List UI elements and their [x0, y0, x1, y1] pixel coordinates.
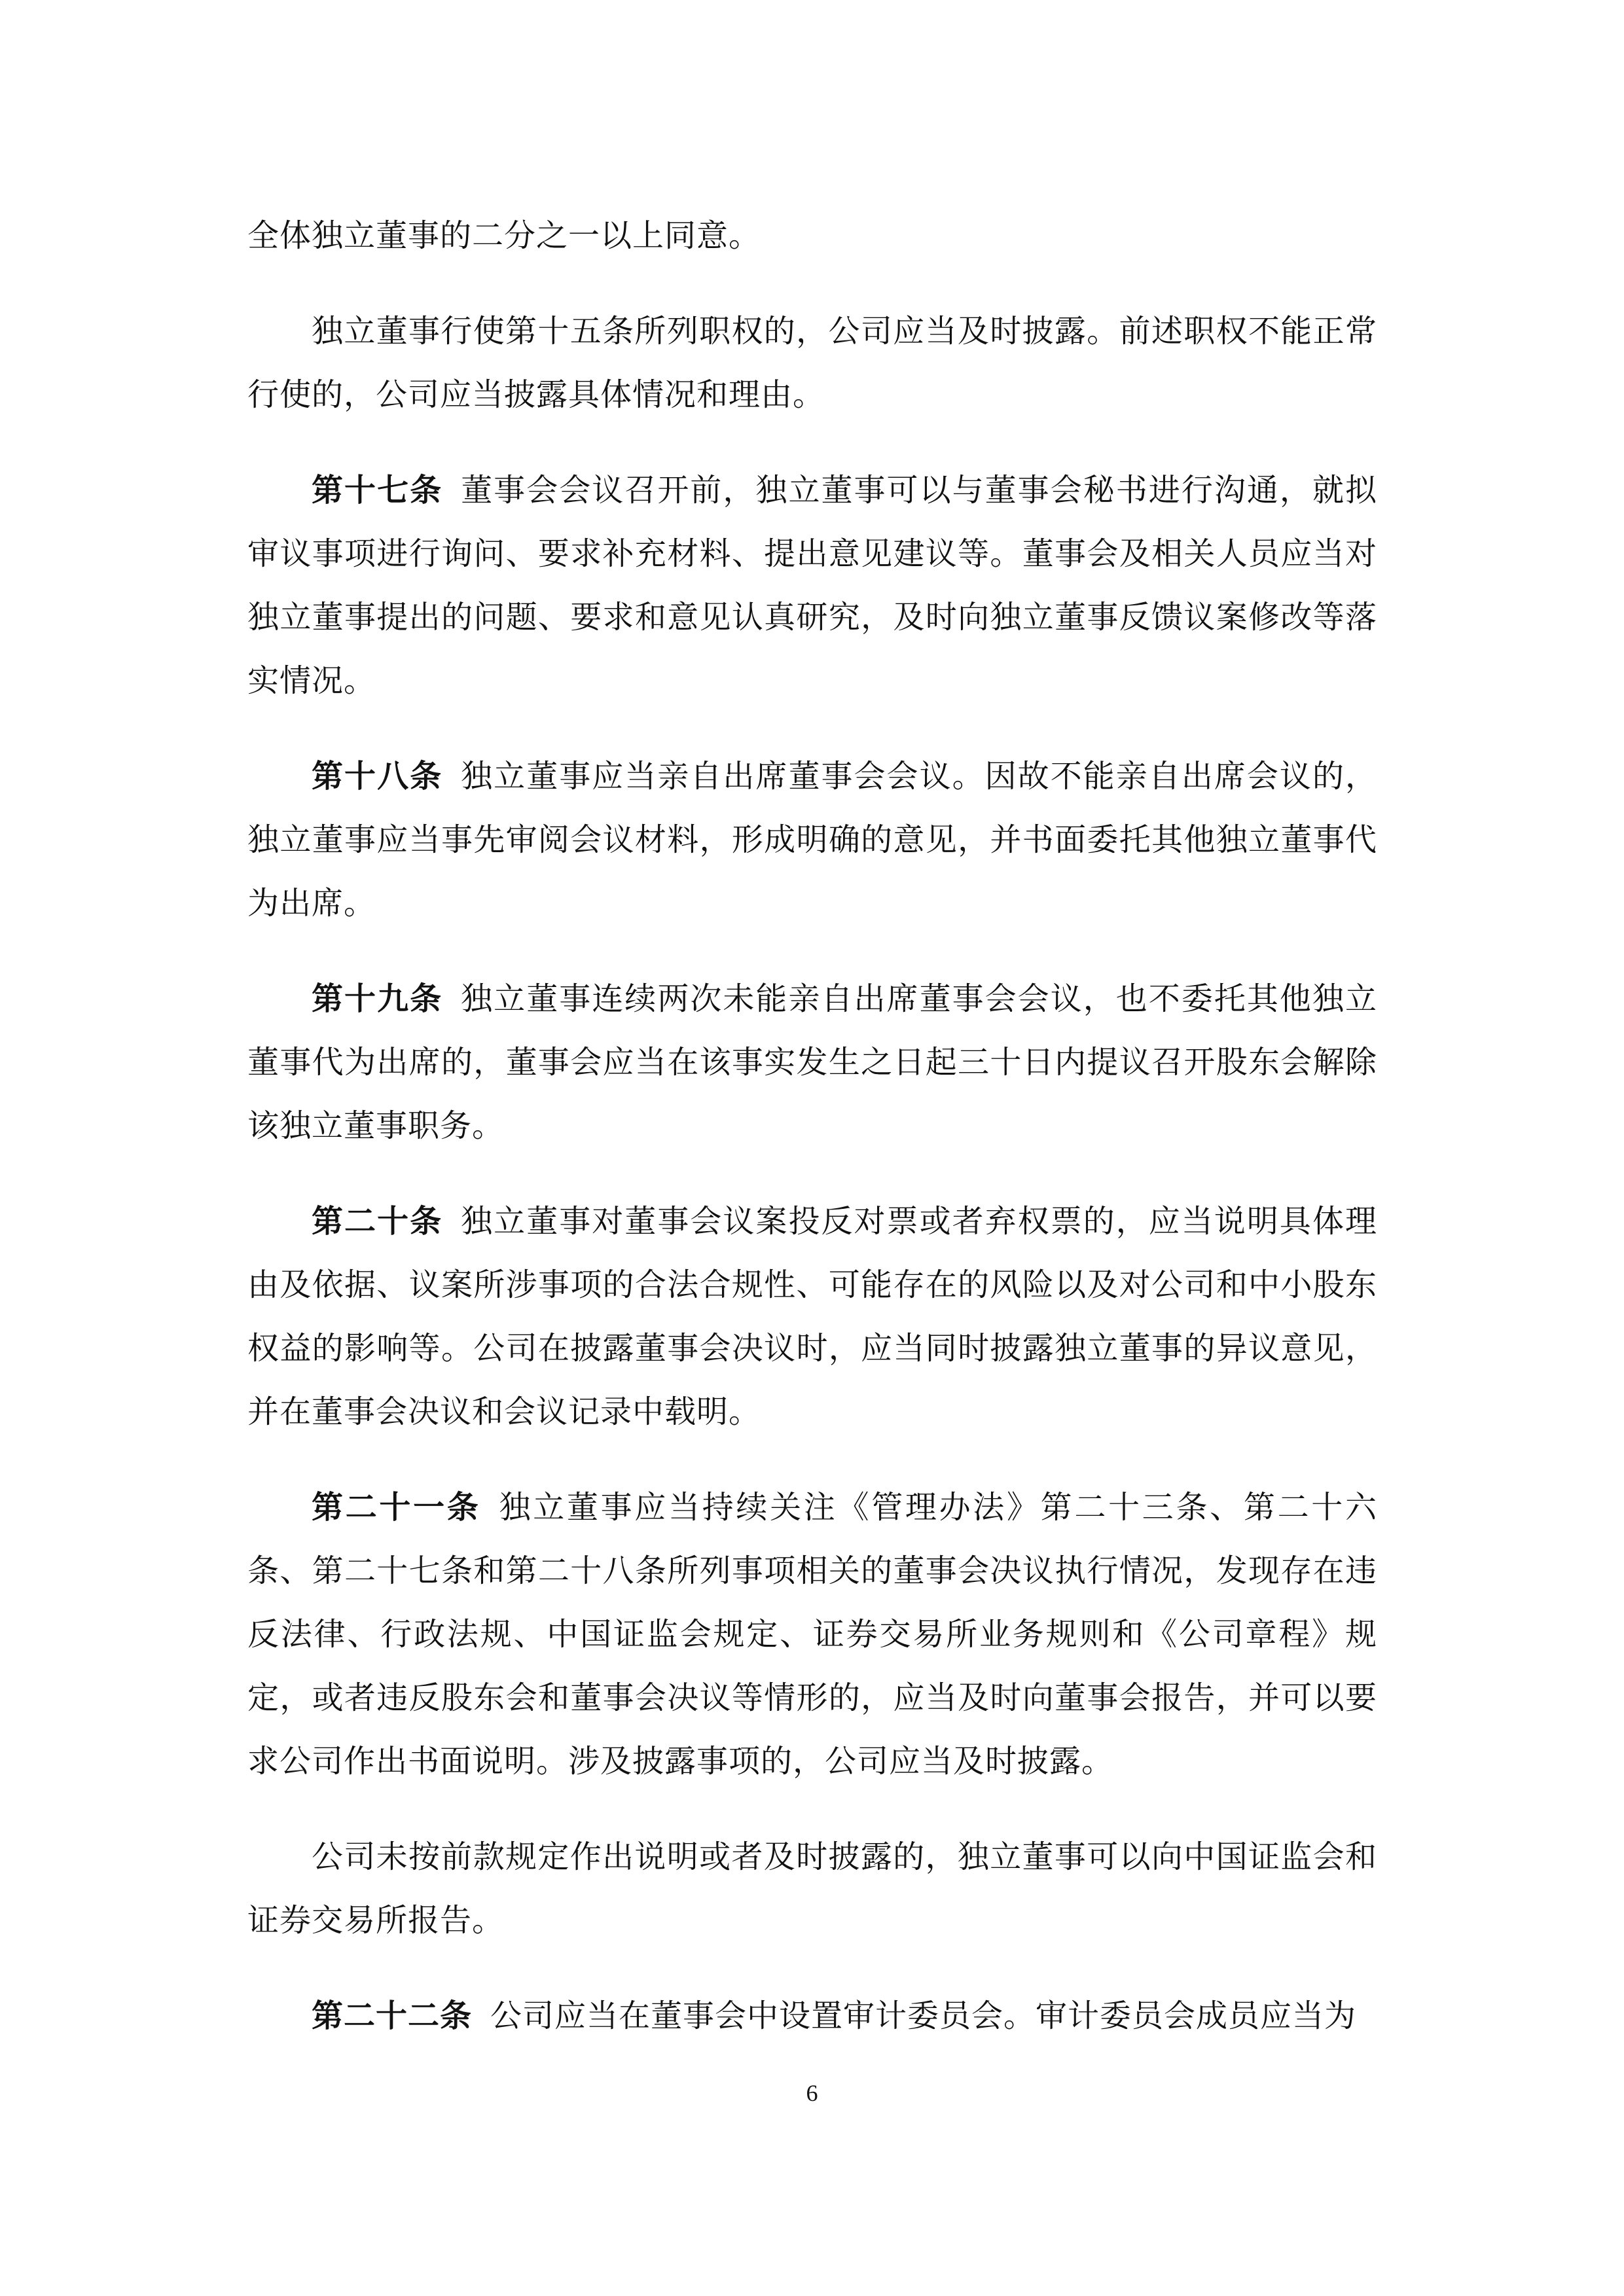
paragraph: [247, 1825, 1377, 1952]
paragraph: [247, 300, 1377, 427]
document-body: [247, 204, 1377, 2080]
article-text: 独立董事连续两次未能亲自出席董事会会议，也不委托其他独立董事代为出席的，董事会应当在该事实发生之日起三十日内提议召开股东会解除该独立董事职务。: [247, 980, 1377, 1144]
paragraph-continuation: [247, 204, 1377, 268]
article-17: [247, 459, 1377, 713]
article-19: [247, 967, 1377, 1158]
paragraph-text: 全体独立董事的二分之一以上同意。: [247, 217, 761, 254]
article-20: [247, 1190, 1377, 1444]
page-number: 6: [806, 2080, 818, 2106]
article-18: [247, 745, 1377, 935]
article-number: 第二十二条: [312, 1998, 473, 2034]
article-21: [247, 1476, 1377, 1793]
article-text: 公司应当在董事会中设置审计委员会。审计委员会成员应当为: [490, 1998, 1357, 2034]
article-text: 独立董事应当亲自出席董事会会议。因故不能亲自出席会议的，独立董事应当事先审阅会议材料，形成明确的意见，并书面委托其他独立董事代为出席。: [247, 758, 1377, 922]
paragraph-text: 公司未按前款规定作出说明或者及时披露的，独立董事可以向中国证监会和证券交易所报告。: [247, 1839, 1377, 1939]
article-number: 第二十一条: [312, 1489, 481, 1526]
paragraph-text: 独立董事行使第十五条所列职权的，公司应当及时披露。前述职权不能正常行使的，公司应当披露具体情况和理由。: [247, 313, 1377, 413]
article-number: 第二十条: [312, 1203, 443, 1240]
article-number: 第十八条: [312, 758, 443, 795]
article-number: 第十九条: [312, 980, 443, 1017]
article-text: 董事会会议召开前，独立董事可以与董事会秘书进行沟通，就拟审议事项进行询问、要求补充材料、提出意见建议等。董事会及相关人员应当对独立董事提出的问题、要求和意见认真研究，及时向独立董事反馈议案修改等落实情况。: [247, 472, 1377, 699]
article-text: 独立董事应当持续关注《管理办法》第二十三条、第二十六条、第二十七条和第二十八条所列事项相关的董事会决议执行情况，发现存在违反法律、行政法规、中国证监会规定、证券交易所业务规则和《公司章程》规定，或者违反股东会和董事会决议等情形的，应当及时向董事会报告，并可以要求公司作出书面说明。涉及披露事项的，公司应当及时披露。: [247, 1489, 1377, 1780]
article-22: [247, 1984, 1377, 2048]
article-text: 独立董事对董事会议案投反对票或者弃权票的，应当说明具体理由及依据、议案所涉事项的合法合规性、可能存在的风险以及对公司和中小股东权益的影响等。公司在披露董事会决议时，应当同时披露独立董事的异议意见，并在董事会决议和会议记录中载明。: [247, 1203, 1377, 1430]
article-number: 第十七条: [312, 472, 443, 509]
